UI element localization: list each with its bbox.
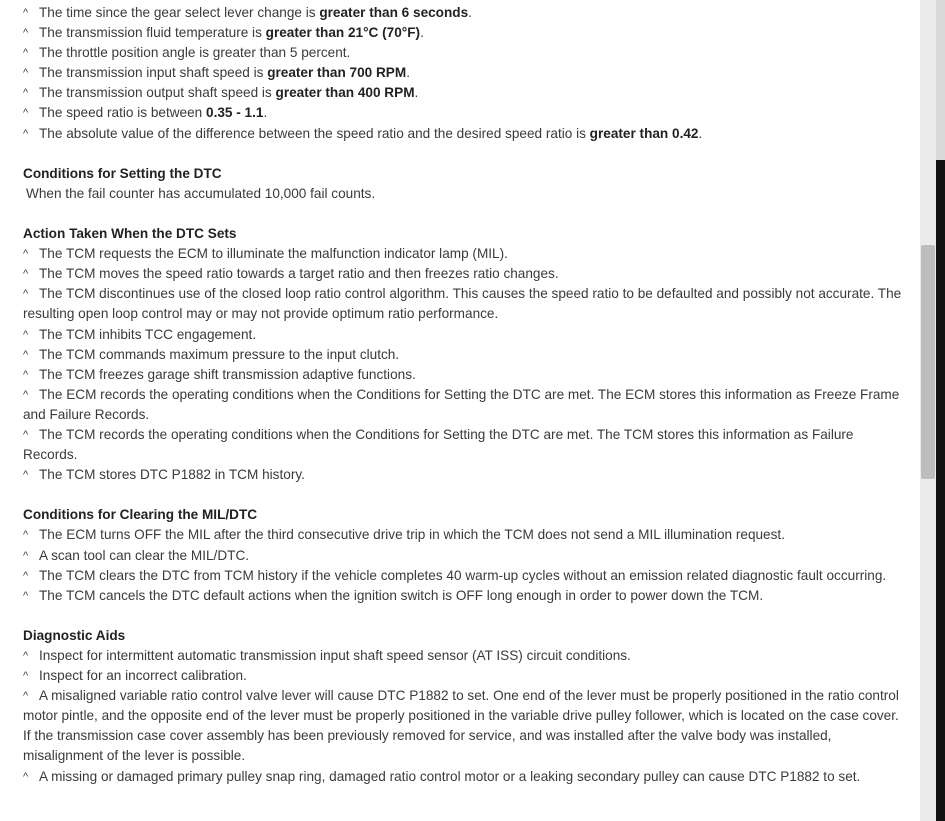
list-item: ^ Inspect for intermittent automatic transmission input shaft speed sensor (AT ISS) circuit conditions. [23, 646, 908, 666]
section-heading-action: Action Taken When the DTC Sets [23, 226, 237, 242]
caret-icon: ^ [23, 348, 29, 361]
caret-icon: ^ [23, 690, 29, 703]
list-item: ^ A misaligned variable ratio control valve lever will cause DTC P1882 to set. One end of the lever must be properly positioned in the ratio control motor pintle, and the opposite end of the lever must be properly positioned in the variable drive pulley follower, which is located on the case cover. If the transmission case cover assembly has been previously removed for service, and was installed after the valve body was installed, misalignment of the lever is possible. [23, 688, 899, 764]
caret-icon: ^ [23, 107, 29, 120]
action-list [23, 244, 908, 485]
caret-icon: ^ [23, 569, 29, 582]
list-item: ^ The transmission output shaft speed is greater than 400 RPM. [23, 83, 908, 103]
caret-icon: ^ [23, 388, 29, 401]
caret-icon: ^ [23, 328, 29, 341]
spacer [23, 204, 908, 224]
clearing-list [23, 525, 908, 605]
list-item: ^ Inspect for an incorrect calibration. [23, 666, 908, 686]
section-heading-setting: Conditions for Setting the DTC [23, 165, 222, 181]
caret-icon: ^ [23, 589, 29, 602]
list-item: ^ The TCM commands maximum pressure to the input clutch. [23, 345, 908, 365]
list-item: ^ The transmission fluid temperature is greater than 21°C (70°F). [23, 23, 908, 43]
caret-icon: ^ [23, 288, 29, 301]
list-item: ^ The TCM records the operating conditions when the Conditions for Setting the DTC are met. The TCM stores this information as Failure Records. [23, 426, 854, 463]
list-item: ^ The speed ratio is between 0.35 - 1.1. [23, 103, 908, 123]
entry-conditions-list [23, 3, 908, 144]
caret-icon: ^ [23, 469, 29, 482]
caret-icon: ^ [23, 268, 29, 281]
spacer [23, 485, 908, 505]
list-item: ^ The TCM requests the ECM to illuminate the malfunction indicator lamp (MIL). [23, 244, 908, 264]
caret-icon: ^ [23, 127, 29, 140]
list-item: ^ The absolute value of the difference between the speed ratio and the desired speed ratio is greater than 0.42. [23, 124, 908, 144]
setting-text: When the fail counter has accumulated 10,000 fail counts. [26, 185, 376, 201]
list-item: ^ The TCM moves the speed ratio towards a target ratio and then freezes ratio changes. [23, 264, 908, 284]
caret-icon: ^ [23, 87, 29, 100]
list-item: ^ The throttle position angle is greater than 5 percent. [23, 43, 908, 63]
caret-icon: ^ [23, 27, 29, 40]
list-item: ^ The transmission input shaft speed is greater than 700 RPM. [23, 63, 908, 83]
list-item: ^ The TCM freezes garage shift transmission adaptive functions. [23, 365, 908, 385]
caret-icon: ^ [23, 47, 29, 60]
spacer [23, 606, 908, 626]
caret-icon: ^ [23, 428, 29, 441]
caret-icon: ^ [23, 549, 29, 562]
list-item: ^ The TCM discontinues use of the closed loop ratio control algorithm. This causes the speed ratio to be defaulted and possibly not accurate. The resulting open loop control may or may not provide optimum ratio performance. [23, 286, 902, 322]
section-heading-clearing: Conditions for Clearing the MIL/DTC [23, 507, 258, 523]
document-content [23, 3, 908, 787]
caret-icon: ^ [23, 529, 29, 542]
list-item: ^ A scan tool can clear the MIL/DTC. [23, 546, 908, 566]
caret-icon: ^ [23, 650, 29, 662]
list-item: ^ The time since the gear select lever change is greater than 6 seconds. [23, 3, 908, 23]
list-item: ^ The ECM records the operating conditions when the Conditions for Setting the DTC are met. The ECM stores this information as Freeze Frame and Failure Records. [23, 386, 900, 422]
section-heading-aids: Diagnostic Aids [23, 627, 126, 643]
caret-icon: ^ [23, 670, 29, 683]
caret-icon: ^ [23, 368, 29, 381]
scrollbar-thumb[interactable] [921, 245, 935, 479]
list-item: ^ The TCM clears the DTC from TCM history if the vehicle completes 40 warm-up cycles without an emission related diagnostic fault occurring. [23, 566, 908, 586]
caret-icon: ^ [23, 248, 29, 261]
list-item: ^ The ECM turns OFF the MIL after the third consecutive drive trip in which the TCM does not send a MIL illumination request. [23, 525, 908, 545]
list-item: ^ A missing or damaged primary pulley snap ring, damaged ratio control motor or a leaking secondary pulley can cause DTC P1882 to set. [23, 767, 908, 787]
list-item: ^ The TCM stores DTC P1882 in TCM history. [23, 465, 908, 485]
caret-icon: ^ [23, 67, 29, 80]
outer-scrollbar-thumb[interactable] [936, 160, 945, 821]
list-item: ^ The TCM cancels the DTC default actions when the ignition switch is OFF long enough in order to power down the TCM. [23, 586, 908, 606]
list-item: ^ The TCM inhibits TCC engagement. [23, 325, 908, 345]
caret-icon: ^ [23, 7, 29, 19]
spacer [23, 144, 908, 164]
aids-list [23, 646, 908, 787]
caret-icon: ^ [23, 770, 29, 783]
